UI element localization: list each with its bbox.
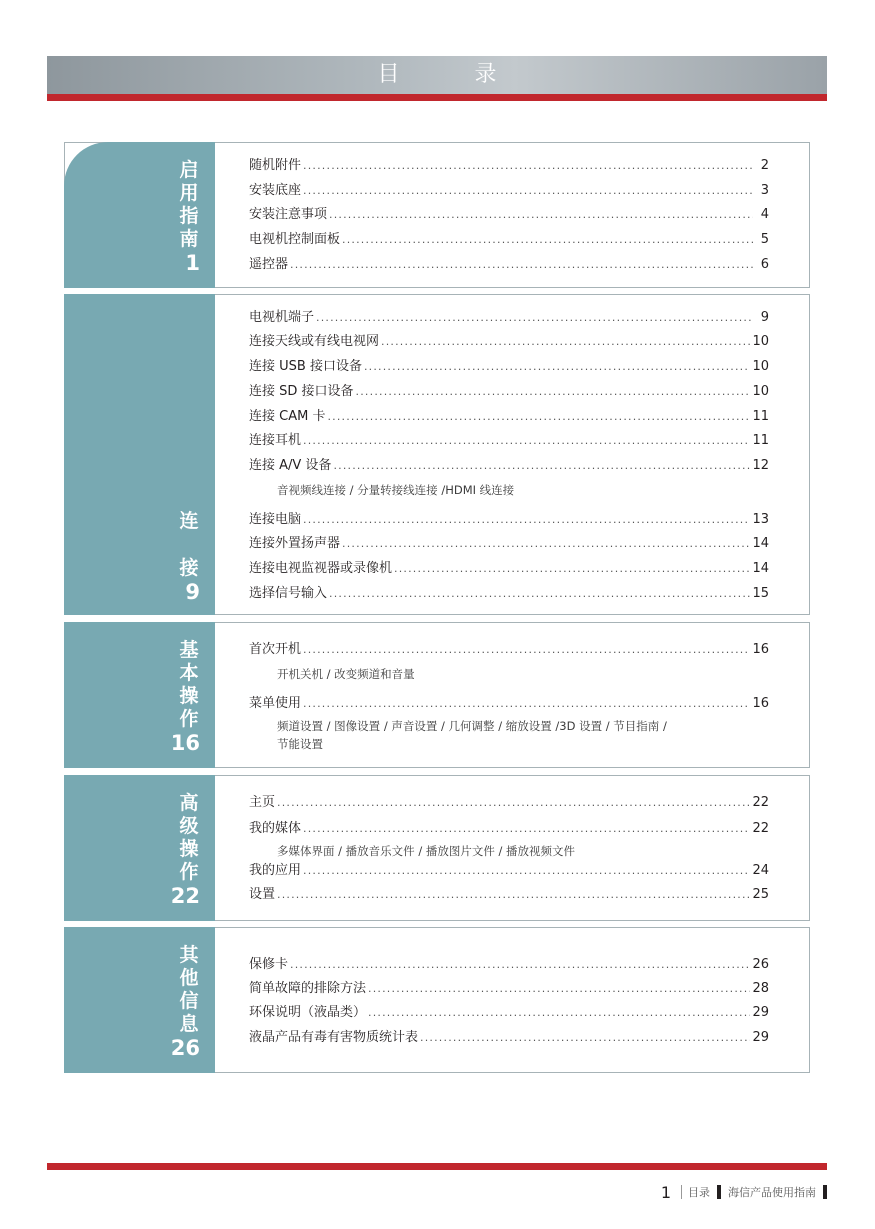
toc-entry-page: 13 [752, 512, 769, 527]
tab-char: 操 [179, 838, 199, 860]
tab-char: 启 [179, 159, 199, 181]
section-start-page: 16 [170, 731, 200, 755]
toc-entry-title: 我的媒体 [249, 821, 302, 836]
tab-char: 指 [179, 205, 199, 227]
tab-char: 级 [179, 815, 199, 837]
footer-bar-marker [717, 1185, 721, 1199]
leader-dots [303, 511, 750, 529]
tab-char: 息 [179, 1013, 199, 1035]
footer-section-label: 目录 [688, 1186, 710, 1199]
tab-char: 作 [179, 861, 199, 883]
toc-entry-title: 选择信号输入 [249, 586, 328, 601]
toc-entry-title: 连接耳机 [249, 433, 302, 448]
toc-entry-page: 10 [752, 359, 769, 374]
tab-char: 接 [179, 557, 199, 579]
toc-entry[interactable] [249, 585, 769, 603]
leader-dots [327, 408, 750, 426]
tab-char: 其 [179, 944, 199, 966]
leader-dots [316, 309, 753, 327]
footer-divider [681, 1185, 682, 1199]
toc-entry-page: 3 [760, 183, 769, 198]
toc-entry[interactable] [249, 157, 769, 175]
leader-dots [342, 231, 753, 249]
toc-entry-page: 12 [752, 458, 769, 473]
toc-entry-page: 11 [752, 409, 769, 424]
tab-char: 作 [179, 708, 199, 730]
toc-entry-page: 25 [752, 887, 769, 902]
toc-entry-title: 遥控器 [249, 257, 289, 272]
toc-entry[interactable] [249, 794, 769, 812]
toc-subentry: 节能设置 [277, 737, 323, 751]
leader-dots [290, 256, 753, 274]
toc-entry-title: 设置 [249, 887, 276, 902]
section-tab [64, 294, 215, 615]
toc-entry-title: 电视机端子 [249, 310, 315, 325]
toc-subentry: 音视频线连接 / 分量转接线连接 /HDMI 线连接 [277, 483, 515, 497]
toc-section-advanced-operation [64, 775, 810, 921]
toc-entry-title: 连接外置扬声器 [249, 536, 341, 551]
toc-entry-title: 菜单使用 [249, 696, 302, 711]
page-title: 目 录 [377, 62, 531, 87]
toc-entry-title: 连接天线或有线电视网 [249, 334, 380, 349]
leader-dots [303, 695, 750, 713]
leader-dots [303, 820, 750, 838]
toc-section-other-info [64, 927, 810, 1073]
toc-entry-page: 16 [752, 642, 769, 657]
toc-entry-page: 5 [760, 232, 769, 247]
tab-char: 他 [179, 967, 199, 989]
toc-entry[interactable] [249, 309, 769, 327]
toc-subentry: 开机关机 / 改变频道和音量 [277, 667, 415, 681]
toc-entry-page: 2 [760, 158, 769, 173]
leader-dots [342, 535, 750, 553]
leader-dots [381, 333, 750, 351]
toc-section-getting-started [64, 142, 810, 288]
leader-dots [303, 432, 750, 450]
toc-entry-title: 保修卡 [249, 957, 289, 972]
toc-entry[interactable] [249, 256, 769, 274]
toc-entry-page: 14 [752, 536, 769, 551]
tab-char: 信 [179, 990, 199, 1012]
leader-dots [420, 1029, 750, 1047]
toc-entry-title: 连接 A/V 设备 [249, 458, 332, 473]
toc-entry-page: 22 [752, 795, 769, 810]
toc-entry-title: 液晶产品有毒有害物质统计表 [249, 1030, 419, 1045]
leader-dots [368, 1004, 750, 1022]
toc-entry[interactable] [249, 206, 769, 224]
toc-entry[interactable] [249, 511, 769, 529]
toc-subentry: 频道设置 / 图像设置 / 声音设置 / 几何调整 / 缩放设置 /3D 设置 / 节目指南 / [277, 719, 667, 733]
leader-dots [277, 886, 750, 904]
section-tab [64, 927, 215, 1073]
toc-entry[interactable] [249, 1004, 769, 1022]
toc-entry-title: 连接 USB 接口设备 [249, 359, 362, 374]
leader-dots [333, 457, 750, 475]
toc-entry[interactable] [249, 358, 769, 376]
toc-entry[interactable] [249, 695, 769, 713]
toc-entry[interactable] [249, 432, 769, 450]
toc-entry[interactable] [249, 862, 769, 880]
footer-accent-stripe [47, 1163, 827, 1170]
toc-entry-title: 主页 [249, 795, 276, 810]
toc-entry[interactable] [249, 383, 769, 401]
leader-dots [303, 157, 753, 175]
section-start-page: 1 [185, 251, 200, 275]
toc-entry-page: 29 [752, 1005, 769, 1020]
toc-entry-page: 28 [752, 981, 769, 996]
footer-guide-label: 海信产品使用指南 [728, 1186, 816, 1199]
toc-entry-page: 11 [752, 433, 769, 448]
toc-entry[interactable] [249, 457, 769, 475]
toc-entry-page: 9 [760, 310, 769, 325]
tab-char: 高 [179, 792, 199, 814]
toc-entry-page: 29 [752, 1030, 769, 1045]
leader-dots [329, 206, 753, 224]
leader-dots [277, 794, 750, 812]
header-accent-stripe [47, 94, 827, 101]
toc-subentry: 多媒体界面 / 播放音乐文件 / 播放图片文件 / 播放视频文件 [277, 844, 576, 858]
toc-entry[interactable] [249, 980, 769, 998]
leader-dots [303, 182, 753, 200]
toc-entry[interactable] [249, 535, 769, 553]
toc-entry-page: 10 [752, 334, 769, 349]
leader-dots [303, 862, 750, 880]
footer-bar-marker-end [823, 1185, 827, 1199]
page-number: 1 [660, 1182, 671, 1202]
toc-entry-page: 16 [752, 696, 769, 711]
toc-entry-page: 14 [752, 561, 769, 576]
page-header-bar [47, 56, 827, 94]
section-start-page: 9 [185, 580, 200, 604]
toc-entry-title: 连接 CAM 卡 [249, 409, 326, 424]
toc-section-basic-operation [64, 622, 810, 768]
section-start-page: 26 [170, 1036, 200, 1060]
toc-entry-title: 随机附件 [249, 158, 302, 173]
section-tab [64, 622, 215, 768]
section-start-page: 22 [170, 884, 200, 908]
toc-entry-title: 安装注意事项 [249, 207, 328, 222]
toc-entry-page: 24 [752, 863, 769, 878]
toc-entry-page: 10 [752, 384, 769, 399]
toc-entry-page: 22 [752, 821, 769, 836]
toc-entry-title: 首次开机 [249, 642, 302, 657]
leader-dots [394, 560, 750, 578]
toc-entry[interactable] [249, 560, 769, 578]
toc-entry-title: 安装底座 [249, 183, 302, 198]
toc-entry-page: 26 [752, 957, 769, 972]
section-tab [64, 775, 215, 921]
toc-entry-title: 电视机控制面板 [249, 232, 341, 247]
toc-entry[interactable] [249, 231, 769, 249]
toc-entry-title: 环保说明（液晶类） [249, 1005, 367, 1020]
leader-dots [303, 641, 750, 659]
toc-entry[interactable] [249, 886, 769, 904]
page-footer [661, 1182, 827, 1202]
toc-entry[interactable] [249, 408, 769, 426]
toc-entry[interactable] [249, 641, 769, 659]
toc-entry-page: 6 [760, 257, 769, 272]
leader-dots [329, 585, 750, 603]
tab-char: 基 [179, 639, 199, 661]
toc-entry[interactable] [249, 333, 769, 351]
toc-entry[interactable] [249, 820, 769, 838]
toc-section-connections [64, 294, 810, 615]
toc-entry-page: 15 [752, 586, 769, 601]
tab-char: 操 [179, 685, 199, 707]
tab-char: 南 [179, 228, 199, 250]
toc-entry-title: 连接电视监视器或录像机 [249, 561, 393, 576]
toc-entry[interactable] [249, 1029, 769, 1047]
tab-char: 连 [179, 510, 199, 532]
toc-entry-title: 我的应用 [249, 863, 302, 878]
leader-dots [356, 383, 751, 401]
leader-dots [290, 956, 750, 974]
toc-entry-page: 4 [760, 207, 769, 222]
section-tab [64, 142, 215, 288]
tab-char: 用 [179, 182, 199, 204]
toc-entry[interactable] [249, 182, 769, 200]
toc-entry[interactable] [249, 956, 769, 974]
leader-dots [368, 980, 750, 998]
toc-entry-title: 连接电脑 [249, 512, 302, 527]
tab-char: 本 [179, 662, 199, 684]
toc-entry-title: 连接 SD 接口设备 [249, 384, 354, 399]
leader-dots [364, 358, 751, 376]
toc-entry-title: 简单故障的排除方法 [249, 981, 367, 996]
